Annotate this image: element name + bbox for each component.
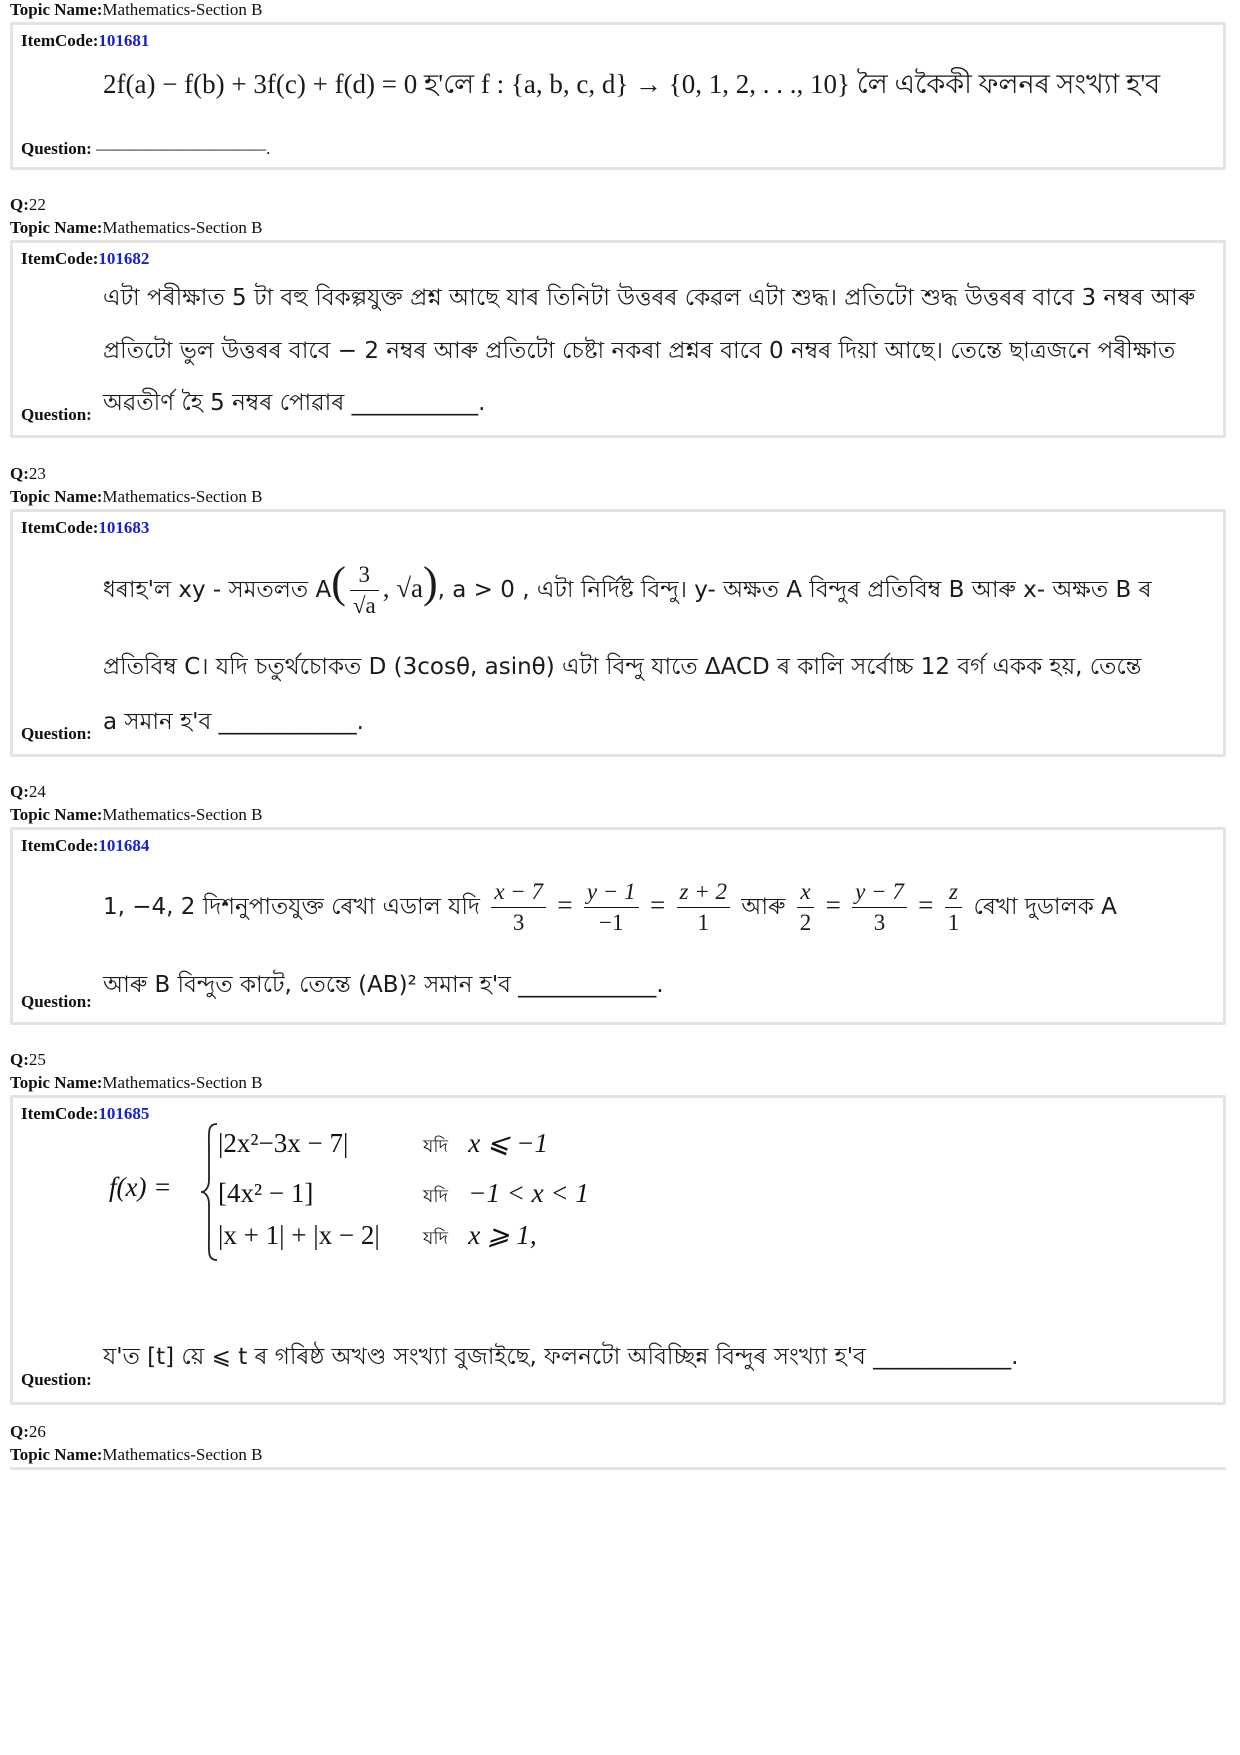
question-text-line-2: প্ৰতিবিম্ব C। যদি চতুৰ্থচোকত D (3cosθ, asinθ) এটা বিন্দু যাতে ΔACD ৰ কালি সৰ্বোচ্চ 12 বৰ্গ একক হয়, তেন্তে [103,654,1142,680]
fraction: $\frac{x}{2}$ [797,877,815,938]
question-box-101682 [10,240,1226,438]
question-text-line: য'ত [t] য়ে ⩽ t ৰ গৰিষ্ঠ অখণ্ড সংখ্যা বুজাইছে, ফলনটো অবিচ্ছিন্ন বিন্দুৰ সংখ্যা হ'ব ____________. [103,1344,1019,1370]
item-code: ItemCode:101685 [21,1104,150,1123]
item-code: ItemCode:101684 [21,836,150,855]
piece-1-condition: যদি x ⩽ −1 [423,1128,549,1158]
q-number-line: Q:24 [10,782,46,801]
fraction: $\frac{x - 7}{3}$ [491,877,546,938]
q-number-line: Q:25 [10,1050,46,1069]
question-label: Question: [21,1370,92,1389]
topic-line: Topic Name:Mathematics-Section B [10,1445,263,1464]
piece-2-expression: [4x² − 1] [218,1178,314,1208]
question-box-101683 [10,509,1226,757]
question-text-line-3: a সমান হ'ব ____________. [103,709,364,735]
topic-line: Topic Name:Mathematics-Section B [10,0,263,19]
item-code: ItemCode:101683 [21,518,150,537]
topic-line: Topic Name:Mathematics-Section B [10,487,263,506]
question-box-101681 [10,22,1226,170]
question-text-line-1: 1, −4, 2 দিশনুপাতযুক্ত ৰেখা এডাল যদি $\frac{x - 7}{3}$ = $\frac{y - 1}{-1}$ = $\frac{z + 2}{1}$ আৰু $\frac{x}{2}$ = $\frac{y - 7}{3}$ = $\frac{z}{1}$ ৰেখা দুডালক A [103,870,1117,942]
q-number-line: Q:26 [10,1422,46,1441]
fraction: $\frac{z + 2}{1}$ [677,877,730,938]
question-text-line-3: অৱতীৰ্ণ হৈ 5 নম্বৰ পোৱাৰ ___________. [103,390,486,416]
question-box-101685 [10,1095,1226,1405]
topic-line: Topic Name:Mathematics-Section B [10,805,263,824]
left-brace-icon [199,1122,219,1262]
fraction: $\frac{z}{1}$ [945,877,963,938]
item-code: ItemCode:101681 [21,31,150,50]
topic-line: Topic Name:Mathematics-Section B [10,1073,263,1092]
question-text-line-1: ধৰাহ'ল xy - সমতলত A( $\frac{3}{√a}$ , √a), a > 0 , এটা নিৰ্দিষ্ট বিন্দু। y- অক্ষত A বিন্দুৰ প্ৰতিবিম্ব B আৰু x- অক্ষত B ৰ [103,558,1152,618]
q-number-line: Q:22 [10,195,46,214]
question-text-line-2: আৰু B বিন্দুত কাটে, তেন্তে (AB)² সমান হ'ব ____________. [103,972,664,998]
piece-1-expression: |2x²−3x − 7| [218,1128,349,1158]
question-label: Question: [21,405,92,424]
piece-3-condition: যদি x ⩾ 1, [423,1220,537,1250]
section-divider [10,1467,1226,1470]
question-text-line-1: এটা পৰীক্ষাত 5 টা বহু বিকল্পযুক্ত প্ৰশ্ন আছে যাৰ তিনিটা উত্তৰৰ কেৱল এটা শুদ্ধ। প্ৰতিটো শুদ্ধ উত্তৰৰ বাবে 3 নম্বৰ আৰু [103,285,1196,311]
piece-2-condition: যদি −1 < x < 1 [423,1178,589,1208]
q-number-line: Q:23 [10,464,46,483]
question-label: Question: [21,724,92,743]
question-label: Question: ——————————. [21,139,271,158]
question-label: Question: [21,992,92,1011]
item-code: ItemCode:101682 [21,249,150,268]
fraction: $\frac{y - 1}{-1}$ [584,877,639,938]
question-box-101684 [10,827,1226,1025]
fraction: $\frac{y - 7}{3}$ [852,877,907,938]
topic-line: Topic Name:Mathematics-Section B [10,218,263,237]
question-text-line-2: প্ৰতিটো ভুল উত্তৰৰ বাবে − 2 নম্বৰ আৰু প্ৰতিটো চেষ্টা নকৰা প্ৰশ্নৰ বাবে 0 নম্বৰ দিয়া আছে। তেন্তে ছাত্ৰজনে পৰীক্ষাত [103,338,1176,364]
question-text: 2f(a) − f(b) + 3f(c) + f(d) = 0 হ'লে f : {a, b, c, d} → {0, 1, 2, . . ., 10} লৈ একৈকী ফলনৰ সংখ্যা হ'ব [103,69,1161,99]
piece-3-expression: |x + 1| + |x − 2| [218,1220,380,1250]
function-name: f(x) = [109,1172,172,1202]
